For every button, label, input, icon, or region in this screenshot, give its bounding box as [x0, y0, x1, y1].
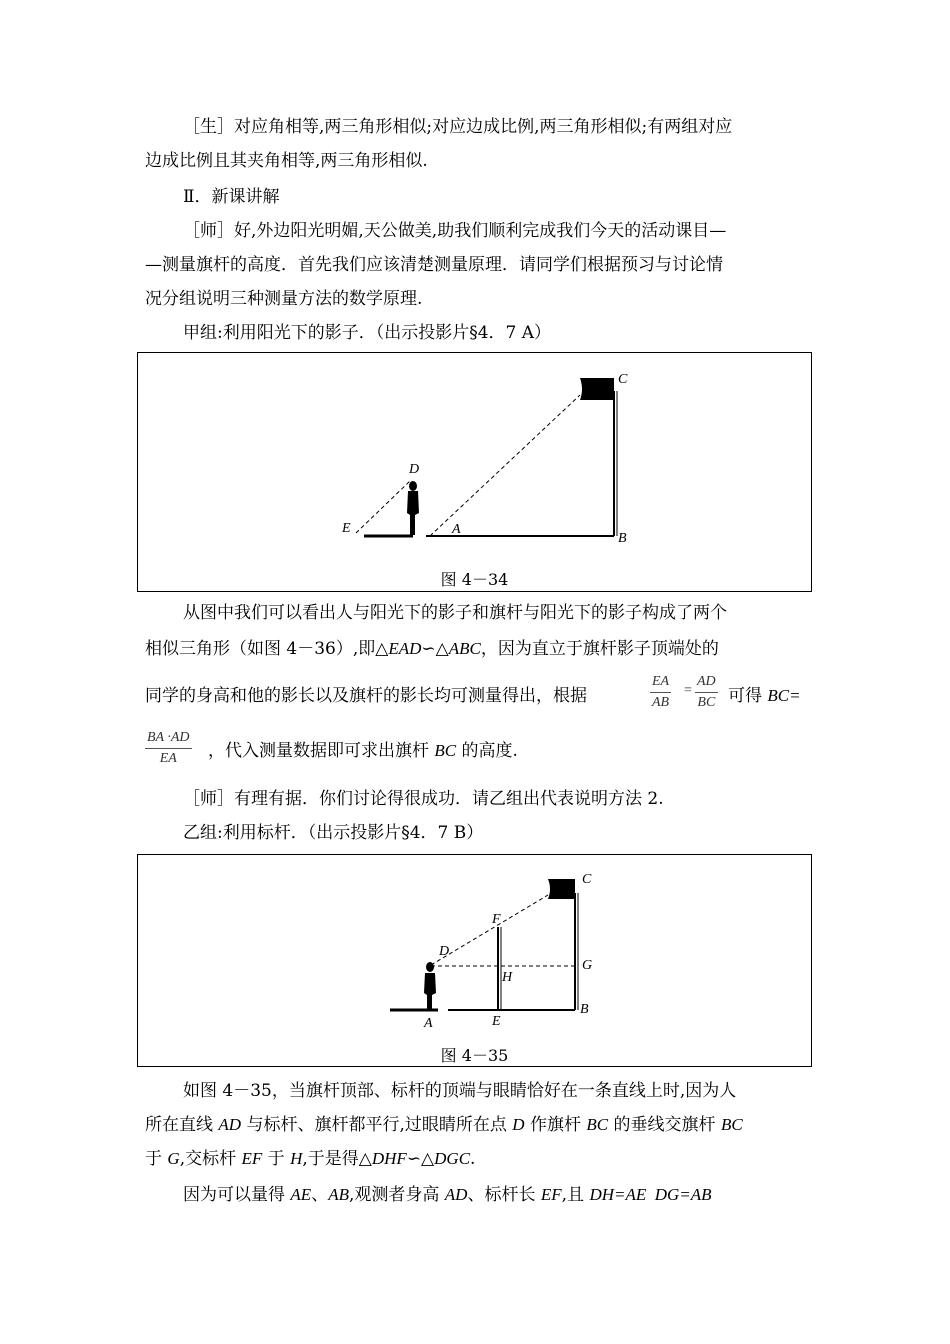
flag: [548, 879, 575, 899]
text-segment: 因为可以量得: [183, 1185, 291, 1205]
fraction-ad-bc: [695, 672, 718, 713]
text-segment: ,观测者身高: [348, 1185, 445, 1205]
fraction-denominator: BC: [697, 695, 716, 710]
fraction-numerator: BA ·AD: [145, 728, 192, 749]
text-segment: 于: [262, 1149, 291, 1169]
figure-4-35: [137, 854, 812, 1067]
text-line: 从图中我们可以看出人与阳光下的影子和旗杆与阳光下的影子构成了两个: [183, 603, 727, 623]
section-heading: [183, 184, 848, 210]
text-line: ［师］有理有据．你们讨论得很成功．请乙组出代表说明方法 2.: [183, 789, 664, 809]
text-segment: ，代入测量数据即可求出旗杆: [208, 741, 435, 761]
math-text: EAD: [388, 639, 422, 658]
fraction-ea-ab: [650, 672, 671, 713]
paragraph-explanation-cont: [145, 636, 810, 662]
text-segment: 所在直线: [145, 1115, 219, 1135]
figure-caption: 图 4－34: [440, 570, 509, 589]
text-segment: ,于是得△: [302, 1149, 372, 1169]
flag: [580, 378, 614, 400]
text-segment: 、标杆长: [467, 1185, 541, 1205]
math-text: EF: [540, 1185, 562, 1204]
text-segment: ,且: [561, 1185, 590, 1205]
text-segment: ∽△: [421, 639, 449, 659]
label-e: E: [492, 1014, 501, 1029]
text-segment: 的高度.: [456, 741, 518, 761]
label-e: E: [342, 521, 351, 536]
paragraph-teacher-intro-cont: [145, 252, 810, 278]
text-segment: ,交标杆: [179, 1149, 242, 1169]
paragraph-teacher-response: [183, 786, 848, 812]
label-d: D: [409, 462, 420, 477]
figure-caption: 图 4－35: [440, 1046, 509, 1065]
text-line: 甲组:利用阳光下的影子．（出示投影片§4．7 A）: [183, 323, 552, 343]
label-a: A: [452, 522, 461, 537]
text-segment: .: [470, 1149, 476, 1169]
label-b: B: [580, 1002, 589, 1017]
label-a: A: [424, 1016, 433, 1031]
text-segment: 作旗杆: [524, 1115, 587, 1135]
math-text: ABC: [448, 639, 481, 658]
math-text: BC=: [767, 686, 801, 705]
text-segment: 可得: [728, 686, 768, 706]
text-line: Ⅱ．新课讲解: [183, 187, 280, 207]
paragraph-student-answer: [183, 114, 848, 140]
math-text: BC: [586, 1115, 609, 1134]
math-text: EF: [241, 1149, 263, 1168]
fraction-numerator: EA: [650, 672, 671, 693]
label-c: C: [618, 372, 628, 387]
text-segment: 与标杆、旗杆都平行,过眼睛所在点: [241, 1115, 513, 1135]
text-line: ［生］对应角相等,两三角形相似;对应边成比例,两三角形相似;有两组对应: [183, 117, 733, 137]
sun-ray-person: [356, 481, 410, 533]
label-f: F: [492, 912, 501, 927]
math-text: AD: [444, 1185, 468, 1204]
text-segment: 同学的身高和他的影长以及旗杆的影长均可测量得出，根据: [145, 686, 587, 706]
paragraph-measurement: [183, 1182, 848, 1208]
math-text: BC: [720, 1115, 743, 1134]
text-segment: 于: [145, 1149, 168, 1169]
text-segment: ，因为直立于旗杆影子顶端处的: [480, 639, 719, 659]
paragraph-student-answer-cont: [145, 148, 810, 174]
shadow-method-diagram: [138, 353, 811, 591]
person-figure: [424, 962, 436, 1009]
math-text: H: [290, 1149, 303, 1168]
label-b: B: [618, 531, 627, 546]
paragraph-teacher-intro: [183, 218, 848, 244]
text-tail: [728, 683, 818, 709]
label-c: C: [582, 872, 592, 887]
text-line: 如图 4－35，当旗杆顶部、标杆的顶端与眼睛恰好在一条直线上时,因为人: [183, 1081, 737, 1101]
math-text: AD: [218, 1115, 242, 1134]
text-line: ［师］好,外边阳光明媚,天公做美,助我们顺利完成我们今天的活动课目—: [183, 221, 727, 241]
marker-pole-method-diagram: [138, 855, 811, 1066]
fraction-numerator: AD: [695, 672, 718, 693]
fraction-denominator: EA: [159, 751, 177, 766]
math-text: DGC: [434, 1149, 471, 1168]
math-text: AB: [328, 1185, 349, 1204]
group-b-heading: [183, 820, 848, 846]
math-text: G: [167, 1149, 180, 1168]
paragraph-method-2-cont: [145, 1112, 810, 1138]
group-a-heading: [183, 320, 848, 346]
text-segment: ∽△: [406, 1149, 435, 1169]
text-line: 况分组说明三种测量方法的数学原理.: [145, 289, 423, 309]
fraction-ba-ad-over-ea: [145, 728, 192, 769]
paragraph-method-2: [183, 1078, 848, 1104]
math-text: DH=AE DG=AB: [589, 1185, 712, 1204]
equals-sign: =: [684, 683, 692, 698]
text-segment: 相似三角形（如图 4－36）,即△: [145, 639, 389, 659]
fraction-denominator: AB: [652, 695, 670, 710]
paragraph-explanation-cont: [208, 738, 808, 764]
figure-4-34: [137, 352, 812, 592]
text-line: —测量旗杆的高度．首先我们应该清楚测量原理．请同学们根据预习与讨论情: [145, 255, 723, 275]
person-figure: [407, 481, 419, 535]
text-segment: 、: [311, 1185, 329, 1205]
math-text: D: [512, 1115, 525, 1134]
text-line: 边成比例且其夹角相等,两三角形相似.: [145, 151, 428, 171]
text-line: 乙组:利用标杆．（出示投影片§4．7 B）: [183, 823, 484, 843]
paragraph-method-2-cont: [145, 1146, 810, 1172]
label-g: G: [582, 958, 593, 973]
math-text: AE: [290, 1185, 312, 1204]
sun-ray-flagpole: [430, 395, 580, 536]
label-d: D: [439, 944, 450, 959]
label-h: H: [502, 970, 513, 985]
paragraph-explanation: [183, 600, 848, 626]
math-text: DHF: [371, 1149, 407, 1168]
math-text: BC: [434, 741, 457, 760]
paragraph-teacher-intro-cont: [145, 286, 810, 312]
text-segment: 的垂线交旗杆: [608, 1115, 721, 1135]
